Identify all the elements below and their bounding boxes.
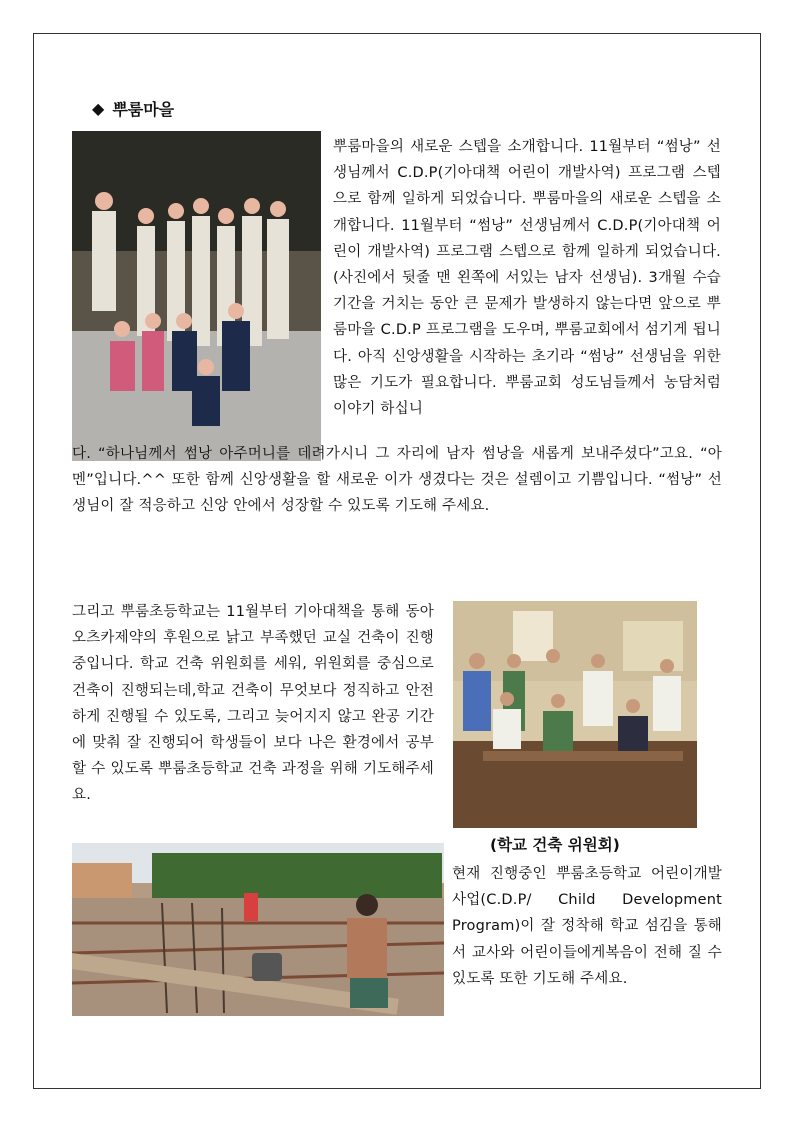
photo-caption: (학교 건축 위원회) [490,836,620,854]
construction-photo [72,843,444,1016]
cdp-prayer-paragraph: 현재 진행중인 뿌룸초등학교 어린이개발사업(C.D.P/ Child Development Program)이 잘 정착해 학교 섬김을 통해서 교사와 어린이들에게복음이 전해 질 수 있도록 또한 기도해 주세요. [452,866,722,987]
intro-paragraph: 뿌룸마을의 새로운 스텝을 소개합니다. 11월부터 “썸낭” 선생님께서 C.D.P(기아대책 어린이 개발사역) 프로그램 스텝으로 함께 일하게 되었습니다. 뿌룸마을의 새로운 스텝을 소개합니다. 11월부터 “썸낭” 선생님께서 C.D.P(기아대책 어린이 개발사역) 프로그램 스텝으로 함께 일하게 되었습니다. (사진에서 뒷줄 맨 왼쪽에 서있는 남자 선생님). 3개월 수습 기간을 거치는 동안 큰 문제가 발생하지 않는다면 앞으로 뿌룸마을 C.D.P 프로그램을 도우며, 뿌룸교회에서 섬기게 됩니다. 아직 신앙생활을 시작하는 초기라 “썸낭” 선생님을 위한 많은 기도가 필요합니다. 뿌룸교회 성도님들께서 농담처럼 이야기 하십니 [333,139,721,418]
section-title: 뿌룸마을 [112,100,175,119]
section-heading [92,97,174,120]
intro-paragraph-continued: 다. “하나님께서 썸낭 아주머니를 데려가시니 그 자리에 남자 썸낭을 새롭게 보내주셨다”고요. “아멘”입니다.^^ 또한 함께 신앙생활을 할 새로운 이가 생겼다는 것은 설렘이고 기쁨입니다. “썸낭” 선생님이 잘 적응하고 신앙 안에서 성장할 수 있도록 기도해 주세요. [72,446,722,515]
committee-photo [453,601,697,828]
school-construction-paragraph: 그리고 뿌룸초등학교는 11월부터 기아대책을 통해 동아오츠카제약의 후원으로 낡고 부족했던 교실 건축이 진행 중입니다. 학교 건축 위원회를 세워, 위원회를 중심으로 건축이 진행되는데,학교 건축이 무엇보다 정직하고 안전하게 진행될 수 있도록, 그리고 늦어지지 않고 완공 기간에 맞춰 잘 진행되어 학생들이 보다 나은 환경에서 공부 할 수 있도록 뿌룸초등학교 건축 과정을 위해 기도해주세요. [72,604,434,804]
diamond-bullet-icon: ◆ [92,99,105,118]
group-photo [72,131,321,461]
